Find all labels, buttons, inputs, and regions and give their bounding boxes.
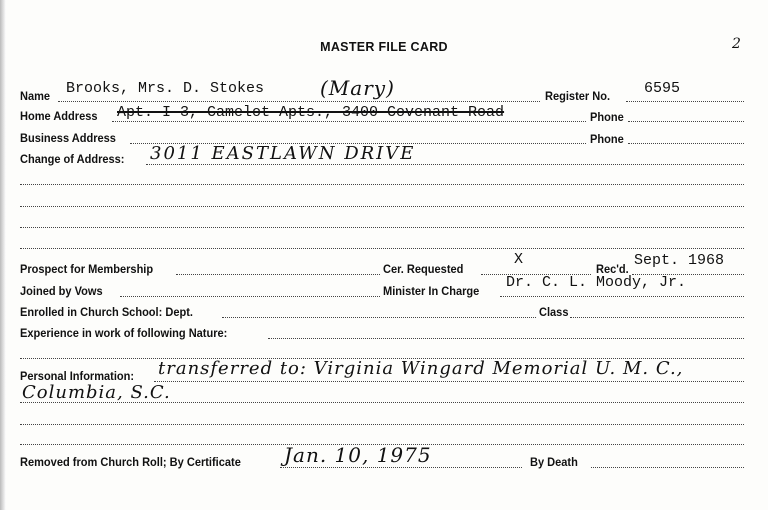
- register-no-label: Register No.: [545, 89, 611, 103]
- minister-label: Minister In Charge: [383, 284, 480, 298]
- personal-info-label: Personal Information:: [20, 369, 135, 383]
- minister-line: [500, 296, 744, 297]
- experience-label: Experience in work of following Nature:: [20, 326, 228, 340]
- class-label: Class: [539, 305, 569, 319]
- joined-by-vows-label: Joined by Vows: [20, 284, 103, 298]
- blank-line: [20, 248, 744, 249]
- removed-label: Removed from Church Roll; By Certificate: [20, 455, 241, 469]
- name-line: [58, 101, 540, 102]
- enrolled-line: [222, 317, 536, 318]
- card-title: MASTER FILE CARD: [320, 40, 448, 54]
- name-value: Brooks, Mrs. D. Stokes: [66, 80, 265, 97]
- home-address-label: Home Address: [20, 109, 98, 123]
- blank-line: [20, 424, 744, 425]
- joined-by-vows-line: [120, 296, 380, 297]
- change-of-address-label: Change of Address:: [20, 152, 125, 166]
- by-death-label: By Death: [530, 455, 578, 469]
- removed-date-value: Jan. 10, 1975: [284, 443, 432, 467]
- change-of-address-line: [146, 164, 744, 165]
- register-no-value: 6595: [644, 80, 681, 97]
- removed-line: [280, 467, 522, 468]
- blank-line: [20, 184, 744, 185]
- blank-line: [20, 206, 744, 207]
- cer-requested-label: Cer. Requested: [383, 262, 464, 276]
- recd-label: Rec'd.: [596, 262, 629, 276]
- minister-value: Dr. C. L. Moody, Jr.: [506, 274, 687, 291]
- phone2-label: Phone: [590, 132, 624, 146]
- by-death-line: [591, 467, 744, 468]
- personal-info-line: [154, 381, 744, 382]
- name-handwritten: (Mary): [320, 76, 395, 100]
- prospect-line: [176, 274, 380, 275]
- experience-line: [268, 338, 744, 339]
- personal-info-value-line2: Columbia, S.C.: [22, 382, 171, 403]
- change-of-address-value: 3011 EASTLAWN DRIVE: [150, 143, 416, 164]
- blank-line: [20, 402, 744, 403]
- prospect-label: Prospect for Membership: [20, 262, 154, 276]
- corner-mark: 2: [732, 36, 741, 52]
- phone-line: [628, 121, 744, 122]
- personal-info-value-line1: transferred to: Virginia Wingard Memorial U. M. C.,: [158, 358, 684, 379]
- recd-value: Sept. 1968: [634, 252, 725, 269]
- blank-line: [20, 227, 744, 228]
- home-address-value: Apt. I-3, Camelot Apts., 3400 Covenant Road: [117, 104, 505, 121]
- business-address-label: Business Address: [20, 131, 116, 145]
- cer-requested-value: X: [514, 251, 524, 268]
- phone-label: Phone: [590, 110, 624, 124]
- enrolled-label: Enrolled in Church School: Dept.: [20, 305, 193, 319]
- class-line: [570, 317, 744, 318]
- register-no-line: [626, 101, 744, 102]
- name-label: Name: [20, 89, 51, 103]
- home-address-line: [112, 121, 586, 122]
- card-edge-shadow: [0, 0, 6, 510]
- phone2-line: [628, 143, 744, 144]
